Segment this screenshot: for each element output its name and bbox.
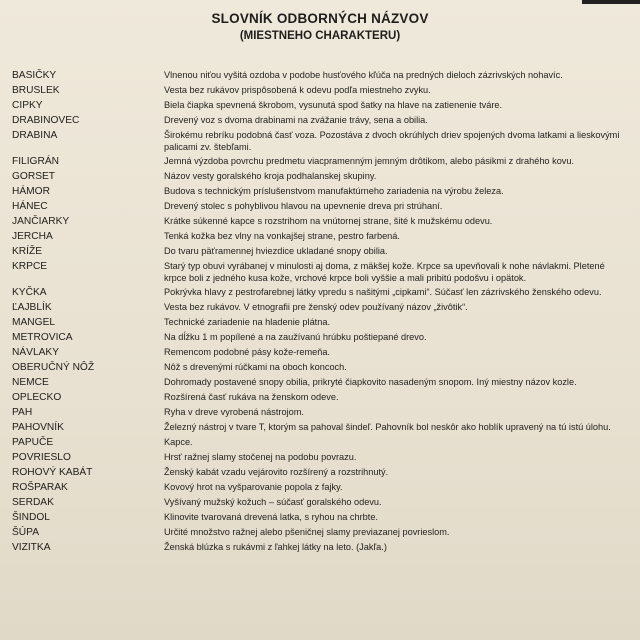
glossary-term: NÁVLAKY	[12, 347, 59, 359]
glossary-definition: Širokému rebríku podobná časť voza. Pozostáva z dvoch okrúhlych driev spojených dvoma latkami a lieskovými palicami zv. štebľami.	[164, 130, 620, 153]
glossary-definition: Kapce.	[164, 437, 193, 448]
glossary-definition: Remencom podobné pásy kože-remeňa.	[164, 347, 330, 358]
glossary-definition: Budova s technickým príslušenstvom manufaktúrneho zariadenia na výrobu železa.	[164, 186, 504, 197]
glossary-definition: Drevený voz s dvoma drabinami na zvážanie trávy, sena a obilia.	[164, 115, 428, 125]
glossary-definition: Starý typ obuvi vyrábanej v minulosti aj doma, z mäkšej kože. Krpce sa upevňovali k nohe návlakmi. Pletené krpce boli z jedného kusa kože, vrchové krpce boli vyššie a mali pribitú podošvu i opätok.	[164, 261, 605, 284]
glossary-definition: Rozšírená časť rukáva na ženskom odeve.	[164, 392, 339, 403]
glossary-definition: Názov vesty goralského kroja podhalanskej skupiny.	[164, 171, 377, 182]
glossary-entry	[12, 260, 622, 284]
glossary-definition: Drevený stolec s pohyblivou hlavou na upevnenie dreva pri strúhaní.	[164, 201, 443, 212]
glossary-term: BASIČKY	[12, 70, 57, 81]
glossary-definition: Určité množstvo ražnej alebo pšeničnej slamy previazanej povrieslom.	[164, 527, 450, 538]
glossary-term: PAHOVNÍK	[12, 422, 64, 434]
glossary-entry	[12, 99, 622, 112]
glossary-term: POVRIESLO	[12, 452, 71, 464]
glossary-entry	[12, 245, 622, 258]
glossary-entry	[12, 286, 622, 299]
glossary-entry	[12, 436, 622, 449]
glossary-entry	[12, 466, 622, 479]
glossary-definition: Vlnenou niťou vyšitá ozdoba v podobe husťového kľúča na predných dieloch zázrivských nohavíc.	[164, 70, 563, 80]
glossary-definition: Krátke súkenné kapce s rozstrihom na vnútornej strane, šité k mužskému odevu.	[164, 216, 493, 227]
glossary-definition: Pokrývka hlavy z pestrofarebnej látky vpredu s našitými „cipkami“. Súčasť len zázrivského ženského odevu.	[164, 287, 602, 298]
glossary-term: MANGEL	[12, 317, 56, 329]
glossary-term: NEMCE	[12, 377, 49, 389]
glossary-entry	[12, 185, 622, 198]
glossary-term: ROHOVÝ KABÁT	[12, 467, 93, 479]
glossary-term: DRABINOVEC	[12, 115, 80, 126]
glossary-term: PAH	[12, 407, 33, 419]
glossary-definition: Vyšívaný mužský kožuch – súčasť goralského odevu.	[164, 497, 382, 508]
glossary-entry	[12, 526, 622, 539]
glossary-definition: Vesta bez rukávov prispôsobená k odevu podľa miestneho zvyku.	[164, 85, 431, 95]
glossary-definition: Nôž s drevenými rúčkami na oboch koncoch.	[164, 362, 347, 373]
glossary-entry	[12, 129, 622, 153]
glossary-term: FILIGRÁN	[12, 156, 59, 168]
glossary-entry	[12, 481, 622, 494]
glossary-term: JERCHA	[12, 231, 53, 243]
glossary-entry	[12, 331, 622, 344]
glossary-term: HÁMOR	[12, 186, 50, 198]
glossary-entry	[12, 391, 622, 404]
glossary-entry	[12, 316, 622, 329]
glossary-definition: Kovový hrot na vyšparovanie popola z fajky.	[164, 482, 343, 493]
glossary-definition: Do tvaru päťramennej hviezdice ukladané snopy obilia.	[164, 246, 388, 257]
glossary-term: METROVICA	[12, 332, 73, 344]
glossary-term: CIPKY	[12, 100, 43, 111]
glossary-term: ŠÚPA	[12, 527, 39, 539]
glossary-entry	[12, 406, 622, 419]
glossary-term: HÁNEC	[12, 201, 48, 213]
glossary-entry	[12, 200, 622, 213]
glossary-term: GORSET	[12, 171, 56, 183]
glossary-list	[12, 69, 622, 554]
glossary-definition: Ženská blúzka s rukávmi z ľahkej látky na leto. (Jakľa.)	[164, 542, 387, 553]
glossary-term: PAPUČE	[12, 437, 54, 449]
glossary-entry	[12, 451, 622, 464]
glossary-term: OBERUČNÝ NÔŽ	[12, 362, 95, 374]
glossary-entry	[12, 170, 622, 183]
glossary-definition: Klinovite tvarovaná drevená latka, s ryhou na chrbte.	[164, 512, 378, 523]
glossary-entry	[12, 376, 622, 389]
title-block	[0, 11, 640, 44]
glossary-term: ROŠPARAK	[12, 482, 68, 494]
glossary-definition: Dohromady postavené snopy obilia, prikryté čiapkovito nasadeným snopom. Iný miestny názov kozle.	[164, 377, 577, 388]
glossary-entry	[12, 230, 622, 243]
glossary-definition: Na dĺžku 1 m popílené a na zaužívanú hrúbku poštiepané drevo.	[164, 332, 427, 343]
glossary-entry	[12, 215, 622, 228]
glossary-term: ĽAJBLÍK	[12, 302, 52, 314]
glossary-entry	[12, 114, 622, 127]
glossary-term: SERDAK	[12, 497, 54, 509]
page-title: SLOVNÍK ODBORNÝCH NÁZVOV	[211, 11, 429, 26]
glossary-entry	[12, 346, 622, 359]
glossary-term: DRABINA	[12, 130, 58, 141]
glossary-term: JANČIARKY	[12, 216, 70, 228]
glossary-term: KYČKA	[12, 287, 47, 299]
glossary-entry	[12, 496, 622, 509]
corner-mark	[582, 0, 640, 4]
page-subtitle: (MIESTNEHO CHARAKTERU)	[239, 30, 401, 42]
glossary-term: KRPCE	[12, 261, 48, 273]
glossary-definition: Hrsť ražnej slamy stočenej na podobu povrazu.	[164, 452, 357, 463]
glossary-entry	[12, 84, 622, 97]
glossary-entry	[12, 69, 622, 82]
glossary-entry	[12, 511, 622, 524]
glossary-term: BRUSLEK	[12, 85, 60, 96]
glossary-entry	[12, 541, 622, 554]
glossary-entry	[12, 361, 622, 374]
glossary-definition: Tenká kožka bez vlny na vonkajšej strane, pestro farbená.	[164, 231, 400, 242]
glossary-definition: Ryha v dreve vyrobená nástrojom.	[164, 407, 304, 418]
glossary-entry	[12, 421, 622, 434]
glossary-term: KRÍŽE	[12, 246, 43, 258]
glossary-definition: Ženský kabát vzadu vejárovito rozšírený a rozstrihnutý.	[164, 467, 389, 478]
glossary-definition: Vesta bez rukávov. V etnografii pre ženský odev používaný názov „živôtik“.	[164, 302, 468, 313]
glossary-term: OPLECKO	[12, 392, 62, 404]
glossary-definition: Technické zariadenie na hladenie plátna.	[164, 317, 331, 328]
glossary-definition: Biela čiapka spevnená škrobom, vysunutá spod šatky na hlave na zatienenie tváre.	[164, 100, 503, 110]
glossary-term: ŠINDOL	[12, 512, 50, 524]
glossary-entry	[12, 301, 622, 314]
glossary-definition: Jemná výzdoba povrchu predmetu viacpramenným jemným drôtikom, alebo pásikmi z drahého kovu.	[164, 156, 575, 167]
glossary-entry	[12, 155, 622, 168]
glossary-definition: Železný nástroj v tvare T, ktorým sa pahoval šindeľ. Pahovník bol neskôr ako hoblík upravený na tú istú úlohu.	[164, 422, 611, 433]
glossary-term: VIZITKA	[12, 542, 51, 554]
